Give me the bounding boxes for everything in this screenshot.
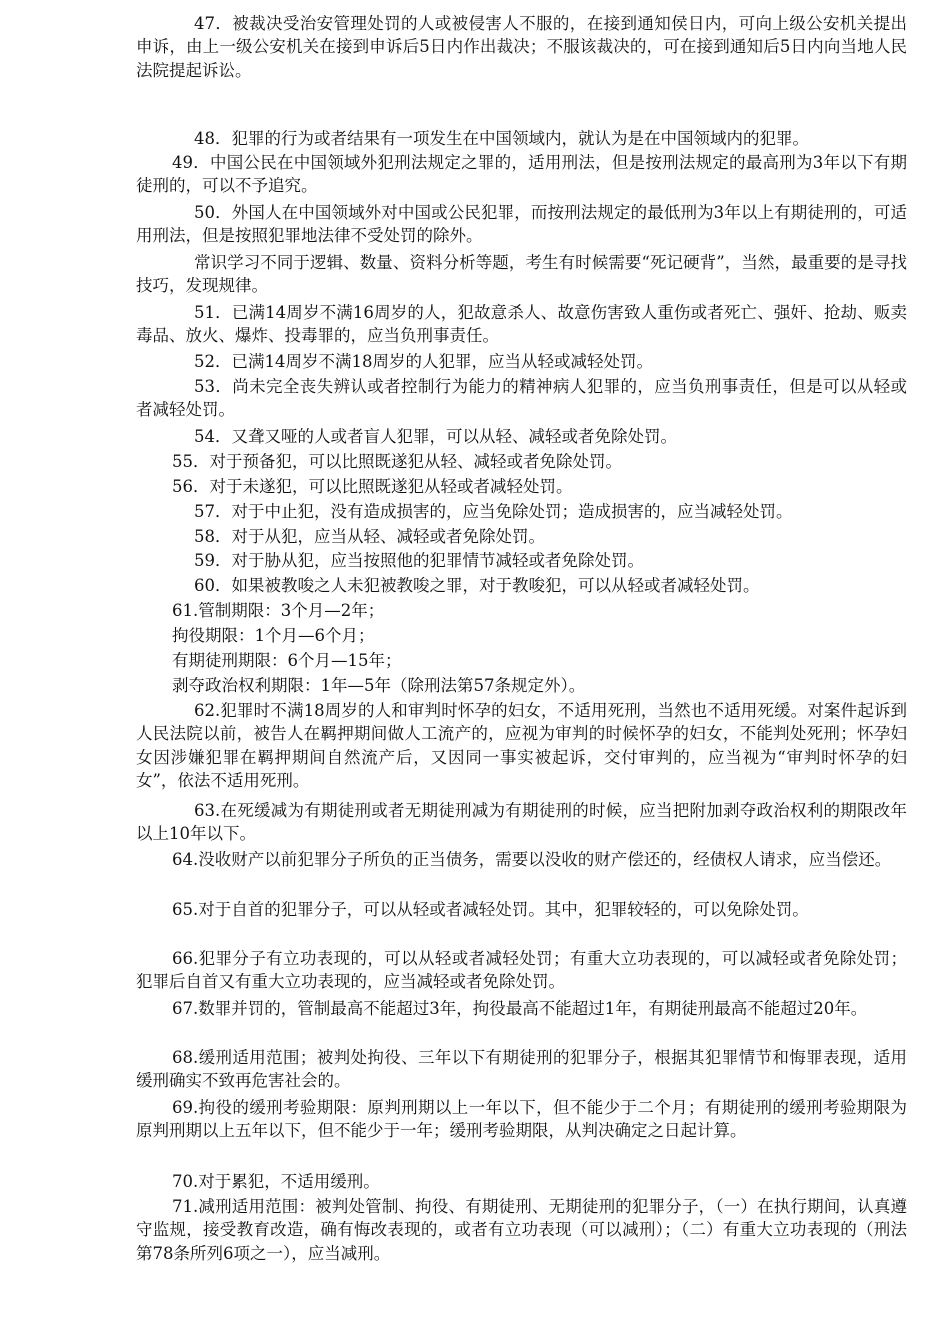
- paragraph-53: 53．尚未完全丧失辨认或者控制行为能力的精神病人犯罪的，应当负刑事责任，但是可以从轻或者减轻处罚。: [136, 377, 907, 420]
- paragraph-70: 70.对于累犯，不适用缓刑。: [172, 1172, 380, 1191]
- paragraph-47: 47．被裁决受治安管理处罚的人或被侵害人不服的，在接到通知侯日内，可向上级公安机关提出申诉，由上一级公安机关在接到申诉后5日内作出裁决；不服该裁决的，可在接到通知后5日内向当地人民法院提起诉讼。: [136, 14, 907, 80]
- paragraph-69: 69.拘役的缓刑考验期限：原判刑期以上一年以下，但不能少于二个月；有期徒刑的缓刑考验期限为原判刑期以上五年以下，但不能少于一年；缓刑考验期限，从判决确定之日起计算。: [136, 1098, 907, 1141]
- paragraph-67: 67.数罪并罚的，管制最高不能超过3年，拘役最高不能超过1年，有期徒刑最高不能超过20年。: [172, 999, 868, 1018]
- paragraph-68: 68.缓刑适用范围；被判处拘役、三年以下有期徒刑的犯罪分子，根据其犯罪情节和悔罪表现，适用缓刑确实不致再危害社会的。: [136, 1048, 907, 1091]
- paragraph-62: 62.犯罪时不满18周岁的人和审判时怀孕的妇女，不适用死刑，当然也不适用死缓。对案件起诉到人民法院以前，被告人在羁押期间做人工流产的，应视为审判的时候怀孕的妇女，不能判处死刑；怀孕妇女因涉嫌犯罪在羁押期间自然流产后，又因同一事实被起诉，交付审判的，应当视为“审判时怀孕的妇女”，依法不适用死刑。: [136, 701, 907, 791]
- paragraph-55: 55．对于预备犯，可以比照既遂犯从轻、减轻或者免除处罚。: [172, 452, 622, 471]
- paragraph-71: 71.减刑适用范围：被判处管制、拘役、有期徒刑、无期徒刑的犯罪分子，（一）在执行期间，认真遵守监规，接受教育改造，确有悔改表现的，或者有立功表现（可以减刑）；（二）有重大立功表现的（刑法第78条所列6项之一），应当减刑。: [136, 1197, 907, 1263]
- paragraph-66: 66.犯罪分子有立功表现的，可以从轻或者减轻处罚；有重大立功表现的，可以减轻或者免除处罚；犯罪后自首又有重大立功表现的，应当减轻或者免除处罚。: [136, 949, 907, 992]
- paragraph-fixed-term: 有期徒刑期限：6个月—15年；: [172, 651, 402, 670]
- paragraph-65: 65.对于自首的犯罪分子，可以从轻或者减轻处罚。其中，犯罪较轻的，可以免除处罚。: [172, 900, 809, 919]
- paragraph-50: 50．外国人在中国领域外对中国或公民犯罪，而按刑法规定的最低刑为3年以上有期徒刑的，可适用刑法，但是按照犯罪地法律不受处罚的除外。: [136, 203, 907, 246]
- paragraph-detention-term: 拘役期限：1个月—6个月；: [172, 626, 375, 645]
- paragraph-study-tip: 常识学习不同于逻辑、数量、资料分析等题，考生有时候需要“死记硬背”，当然，最重要的是寻找技巧，发现规律。: [136, 253, 907, 296]
- paragraph-51: 51．已满14周岁不满16周岁的人，犯故意杀人、故意伤害致人重伤或者死亡、强奸、抢劫、贩卖毒品、放火、爆炸、投毒罪的，应当负刑事责任。: [136, 303, 907, 346]
- paragraph-59: 59．对于胁从犯，应当按照他的犯罪情节减轻或者免除处罚。: [194, 551, 644, 570]
- paragraph-64: 64.没收财产以前犯罪分子所负的正当债务，需要以没收的财产偿还的，经债权人请求，应当偿还。: [172, 850, 892, 869]
- paragraph-63: 63.在死缓减为有期徒刑或者无期徒刑减为有期徒刑的时候，应当把附加剥夺政治权利的期限改年以上10年以下。: [136, 801, 907, 844]
- paragraph-61: 61.管制期限：3个月—2年；: [172, 601, 385, 620]
- paragraph-58: 58．对于从犯，应当从轻、减轻或者免除处罚。: [194, 527, 545, 546]
- paragraph-57: 57．对于中止犯，没有造成损害的，应当免除处罚；造成损害的，应当减轻处罚。: [194, 502, 793, 521]
- paragraph-49: 49．中国公民在中国领域外犯刑法规定之罪的，适用刑法，但是按刑法规定的最高刑为3年以下有期徒刑的，可以不予追究。: [136, 153, 907, 196]
- paragraph-54: 54．又聋又哑的人或者盲人犯罪，可以从轻、减轻或者免除处罚。: [194, 427, 677, 446]
- paragraph-deprivation-term: 剥夺政治权利期限：1年—5年（除刑法第57条规定外）。: [172, 676, 586, 695]
- paragraph-60: 60．如果被教唆之人未犯被教唆之罪，对于教唆犯，可以从轻或者减轻处罚。: [194, 576, 760, 595]
- paragraph-52: 52．已满14周岁不满18周岁的人犯罪，应当从轻或减轻处罚。: [194, 352, 653, 371]
- paragraph-48: 48．犯罪的行为或者结果有一项发生在中国领域内，就认为是在中国领域内的犯罪。: [194, 129, 809, 148]
- paragraph-56: 56．对于未遂犯，可以比照既遂犯从轻或者减轻处罚。: [172, 477, 573, 496]
